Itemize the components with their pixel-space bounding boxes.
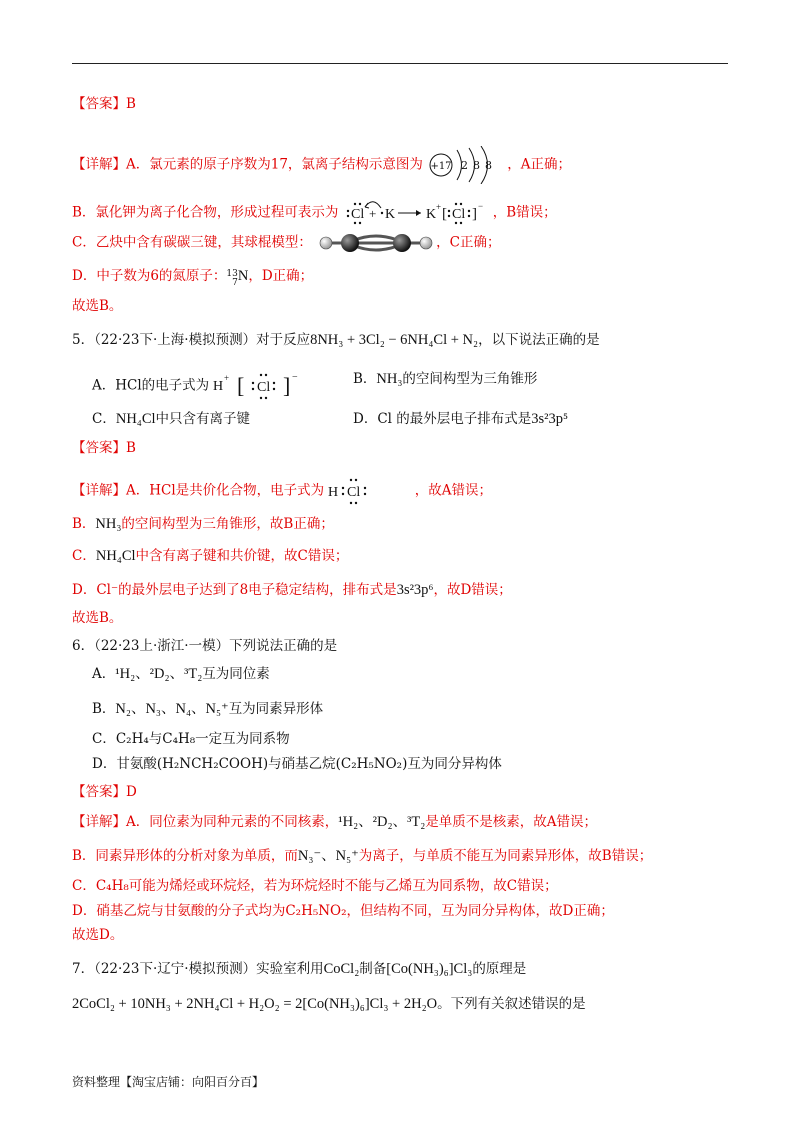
- q5-stem: 5．（22·23下·上海·模拟预测）对于反应8NH₃ + 3Cl₂ − 6NH₄Cl + N₂，以下说法正确的是: [72, 332, 600, 348]
- q6-option-a: A．¹H₂、²D₂、³T₂互为同位素: [92, 666, 270, 682]
- ion-nucleus-label: +17: [430, 161, 452, 172]
- q6-option-d: D．甘氨酸(H₂NCH₂COOH)与硝基乙烷(C₂H₅NO₂)互为同分异构体: [92, 756, 502, 772]
- svg-text:−: −: [292, 372, 299, 383]
- q5-detail-d: D．Cl⁻的最外层电子达到了8电子稳定结构，排布式是3s²3p⁶，故D错误；: [72, 582, 512, 598]
- svg-text:Cl: Cl: [451, 207, 465, 222]
- hcl-covalent-electron-formula: [328, 475, 392, 507]
- svg-text:]: ]: [471, 206, 477, 222]
- q6-conclusion: 故选D。: [72, 927, 124, 943]
- nitrogen-13-nuclide: 13 7N: [226, 268, 249, 288]
- q6-detail-a: 【详解】A．同位素为同种元素的不同核素，¹H₂、²D₂、³T₂是单质不是核素，故A错误；: [72, 814, 598, 830]
- q7-equation-line: 2CoCl₂ + 10NH₃ + 2NH₄Cl + H₂O₂ = 2[Co(NH₃)₆]Cl₃ + 2H₂O。下列有关叙述错误的是: [72, 996, 586, 1012]
- ion-shell-2: 8: [473, 159, 481, 172]
- q5-option-a: A．HCl的电子式为 H + [ Cl ] −: [92, 369, 309, 403]
- q4-answer: 【答案】B: [72, 96, 136, 112]
- svg-text:+: +: [435, 202, 441, 212]
- q6-option-c: C．C₂H₄与C₄H₈一定互为同系物: [92, 731, 290, 747]
- svg-text:H: H: [213, 379, 224, 394]
- svg-text:Cl: Cl: [347, 485, 361, 500]
- q4-detail-d: D．中子数为6的氮原子：13 7N，D正确；: [72, 268, 314, 288]
- svg-text:[: [: [441, 206, 447, 222]
- ion-shell-3: 8: [485, 159, 493, 172]
- q7-stem: 7．（22·23下·辽宁·模拟预测）实验室利用CoCl₂制备[Co(NH₃)₆]Cl₃的原理是: [72, 961, 527, 977]
- ion-shell-1: 2: [461, 159, 469, 172]
- svg-text:+: +: [224, 373, 230, 383]
- q4-detail-c: C．乙炔中含有碳碳三键，其球棍模型： ，C正确；: [72, 231, 500, 255]
- svg-text:+: +: [368, 206, 377, 221]
- svg-text:−: −: [477, 201, 483, 211]
- q5-answer: 【答案】B: [72, 440, 136, 456]
- svg-text:[: [: [237, 373, 245, 398]
- q6-detail-d: D．硝基乙烷与甘氨酸的分子式均为C₂H₅NO₂，但结构不同，互为同分异构体，故D正确；: [72, 903, 614, 919]
- header-rule: [72, 63, 728, 64]
- svg-text:Cl: Cl: [257, 380, 271, 395]
- q4-detail-b: B．氯化钾为离子化合物，形成过程可表示为 Cl + K K + [ Cl ] − ，B错误；: [72, 198, 557, 228]
- q5-conclusion: 故选B。: [72, 610, 123, 626]
- svg-text:K: K: [425, 207, 436, 222]
- acetylene-ball-stick-model: [316, 231, 436, 255]
- q6-detail-b: B．同素异形体的分析对象为单质，而N₃⁻、N₅⁺为离子，与单质不能互为同素异形体，故B错误；: [72, 848, 653, 864]
- q5-detail-a: 【详解】A．HCl是共价化合物，电子式为 H Cl ，故A错误；: [72, 475, 492, 507]
- q5-option-c: C．NH₄Cl中只含有离子键: [92, 411, 251, 427]
- svg-text:H: H: [328, 485, 339, 500]
- q5-option-b: B．NH₃的空间构型为三角锥形: [353, 371, 538, 387]
- q4-conclusion: 故选B。: [72, 298, 123, 314]
- q6-answer: 【答案】D: [72, 784, 137, 800]
- kcl-formation-electron-diagram: [343, 198, 493, 228]
- q7-equation: 2CoCl₂ + 10NH₃ + 2NH₄Cl + H₂O₂ = 2[Co(NH₃)₆]Cl₃ + 2H₂O: [72, 996, 438, 1012]
- chloride-ion-structure-diagram: [427, 146, 507, 184]
- q5-detail-b: B．NH₃的空间构型为三角锥形，故B正确；: [72, 516, 334, 532]
- svg-text:K: K: [384, 207, 395, 222]
- q5-option-d: D．Cl 的最外层电子排布式是3s²3p⁵: [353, 411, 569, 427]
- svg-text:]: ]: [283, 373, 291, 398]
- q6-stem: 6．（22·23上·浙江·一模）下列说法正确的是: [72, 638, 338, 654]
- q5-detail-c: C．NH₄Cl中含有离子键和共价键，故C错误；: [72, 548, 349, 564]
- svg-text:Cl: Cl: [350, 207, 364, 222]
- q6-detail-c: C．C₄H₈可能为烯烃或环烷烃，若为环烷烃时不能与乙烯互为同系物，故C错误；: [72, 878, 558, 894]
- page-footer: 资料整理【淘宝店铺：向阳百分百】: [72, 1075, 265, 1089]
- q6-option-b: B．N₂、N₃、N₄、N₅⁺互为同素异形体: [92, 701, 324, 717]
- q4-detail-a: 【详解】A．氯元素的原子序数为17，氯离子结构示意图为 +17 2 8 8 ，A正确；: [72, 146, 571, 184]
- hcl-ionic-electron-formula: [213, 369, 309, 403]
